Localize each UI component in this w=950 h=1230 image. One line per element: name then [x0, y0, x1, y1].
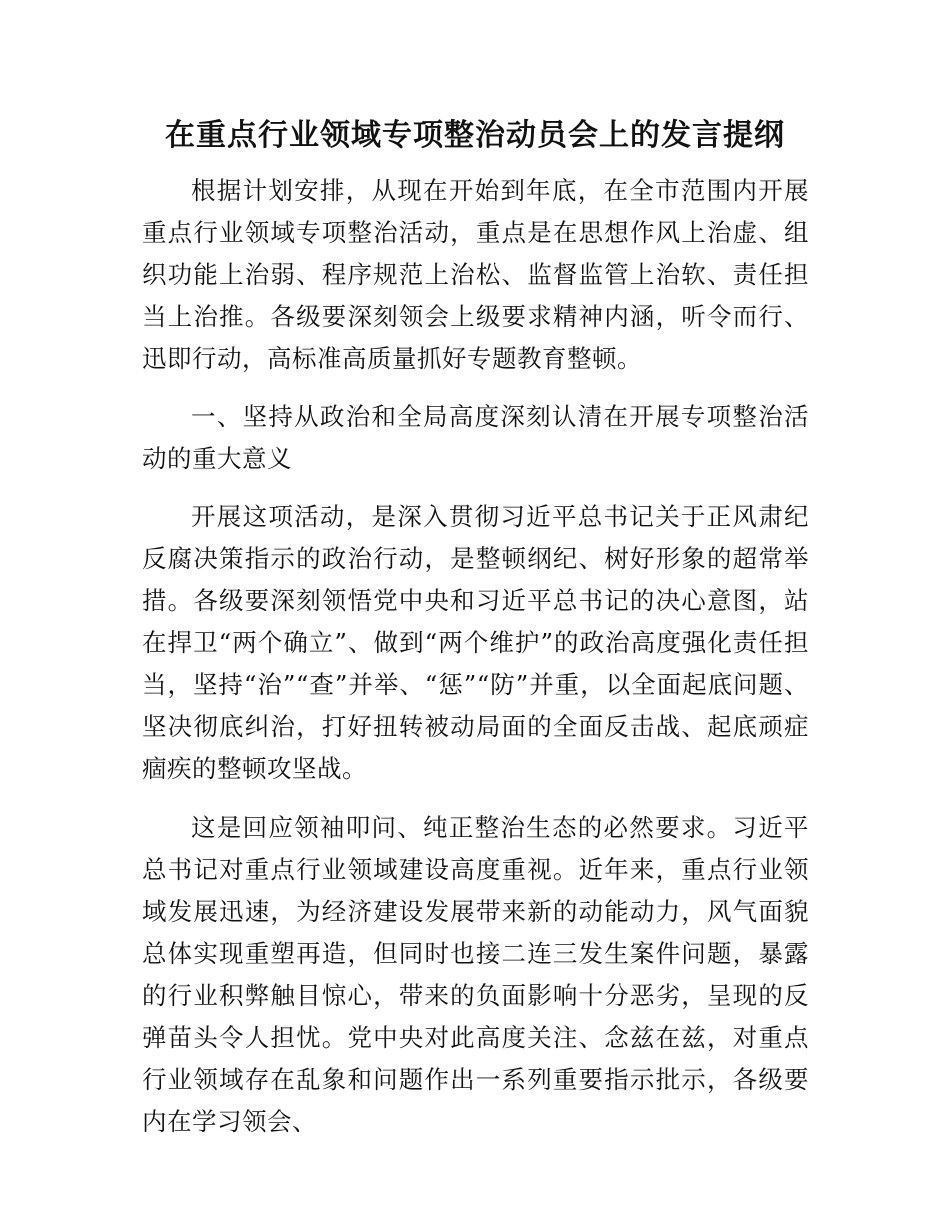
document-title: 在重点行业领域专项整治动员会上的发言提纲 [165, 118, 785, 153]
paragraph-body-2: 这是回应领袖叩问、纯正整治生态的必然要求。习近平总书记对重点行业领域建设高度重视。近年来，重点行业领域发展迅速，为经济建设发展带来新的动能动力，风气面貌总体实现重塑再造，但同时也接二连三发生案件问题，暴露的行业积弊触目惊心，带来的负面影响十分恶劣，呈现的反弹苗头令人担忧。党中央对此高度关注、念兹在兹，对重点行业领域存在乱象和问题作出一系列重要指示批示，各级要内在学习领会、 [142, 813, 809, 1136]
paragraph-body-1: 开展这项活动，是深入贯彻习近平总书记关于正风肃纪反腐决策指示的政治行动，是整顿纲纪、树好形象的超常举措。各级要深刻领悟党中央和习近平总书记的决心意图，站在捍卫“两个确立”、做到“两个维护”的政治高度强化责任担当，坚持“治”“查”并举、“惩”“防”并重，以全面起底问题、坚决彻底纠治，打好扭转被动局面的全面反击战、起底顽症痼疾的整顿攻坚战。 [142, 502, 809, 783]
paragraph-intro: 根据计划安排，从现在开始到年底，在全市范围内开展重点行业领域专项整治活动，重点是在思想作风上治虚、组织功能上治弱、程序规范上治松、监督监管上治软、责任担当上治推。各级要深刻领会上级要求精神内涵，听令而行、迅即行动，高标准高质量抓好专题教育整顿。 [142, 176, 809, 373]
section-heading-1: 一、坚持从政治和全局高度深刻认清在开展专项整治活动的重大意义 [142, 402, 809, 473]
